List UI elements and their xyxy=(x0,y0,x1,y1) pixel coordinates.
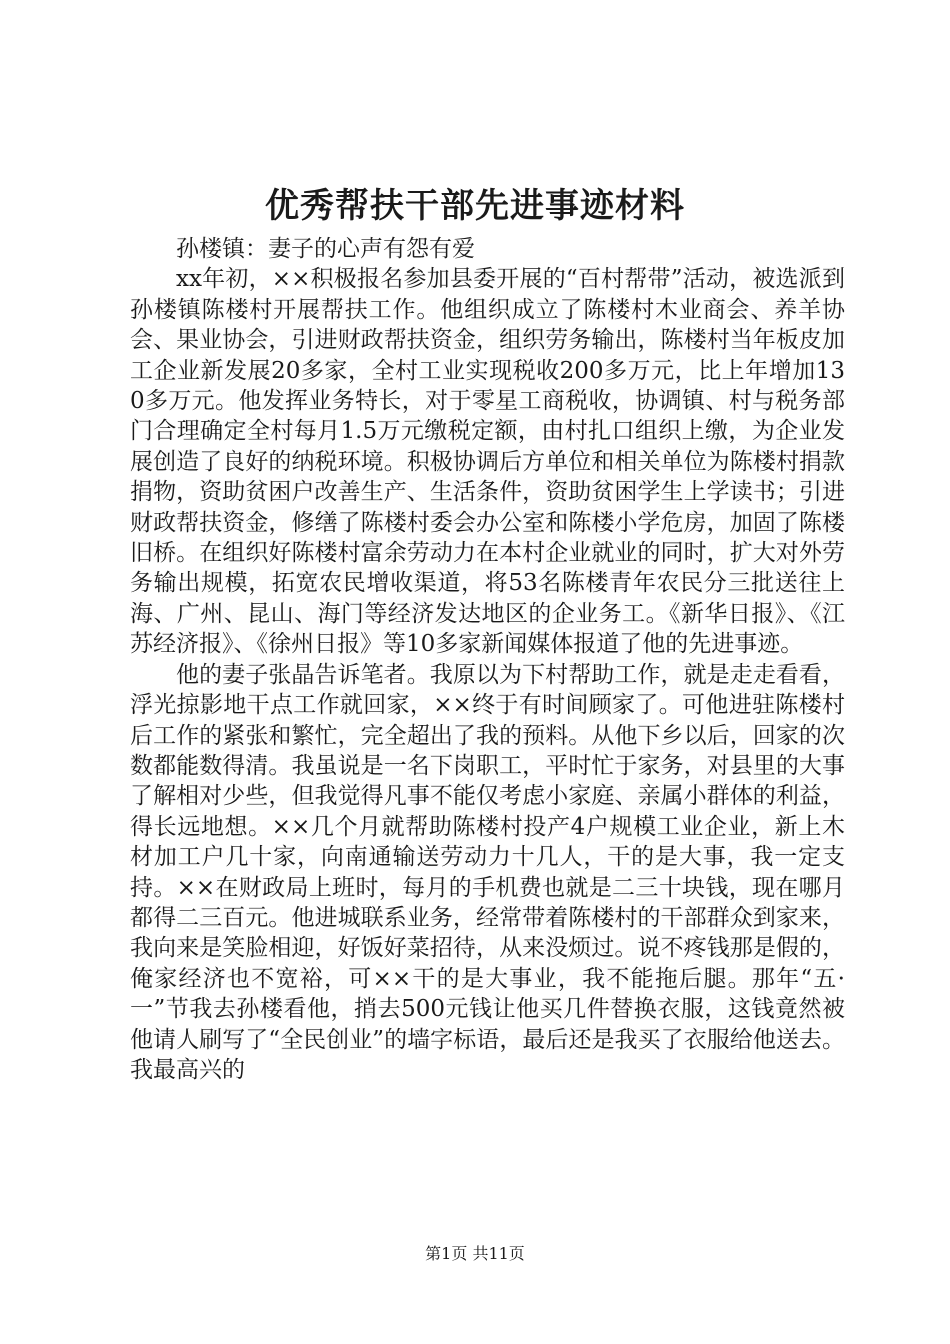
body-paragraph: xx年初，××积极报名参加县委开展的“百村帮带”活动，被选派到孙楼镇陈楼村开展帮扶工作。他组织成立了陈楼村木业商会、养羊协会、果业协会，引进财政帮扶资金，组织劳务输出，陈楼村当年板皮加工企业新发展20多家，全村工业实现税收200多万元，比上年增加130多万元。他发挥业务特长，对于零星工商税收，协调镇、村与税务部门合理确定全村每月1.5万元缴税定额，由村扎口组织上缴，为企业发展创造了良好的纳税环境。积极协调后方单位和相关单位为陈楼村捐款捐物，资助贫困户改善生产、生活条件，资助贫困学生上学读书；引进财政帮扶资金，修缮了陈楼村委会办公室和陈楼小学危房，加固了陈楼旧桥。在组织好陈楼村富余劳动力在本村企业就业的同时，扩大对外劳务输出规模，拓宽农民增收渠道，将53名陈楼青年农民分三批送往上海、广州、昆山、海门等经济发达地区的企业务工。《新华日报》、《江苏经济报》、《徐州日报》等10多家新闻媒体报道了他的先进事迹。 xyxy=(130,266,845,658)
page-number-footer: 第1页 共11页 xyxy=(425,1244,525,1263)
document-title: 优秀帮扶干部先进事迹材料 xyxy=(265,186,685,226)
document-body xyxy=(130,234,845,1085)
subtitle-paragraph: 孙楼镇：妻子的心声有怨有爱 xyxy=(176,236,475,262)
body-paragraph: 他的妻子张晶告诉笔者。我原以为下村帮助工作，就是走走看看，浮光掠影地干点工作就回家，××终于有时间顾家了。可他进驻陈楼村后工作的紧张和繁忙，完全超出了我的预料。从他下乡以后，回家的次数都能数得清。我虽说是一名下岗职工，平时忙于家务，对县里的大事了解相对少些，但我觉得凡事不能仅考虑小家庭、亲属小群体的利益，得长远地想。××几个月就帮助陈楼村投产4户规模工业企业，新上木材加工户几十家，向南通输送劳动力十几人，干的是大事，我一定支持。××在财政局上班时，每月的手机费也就是二三十块钱，现在哪月都得二三百元。他进城联系业务，经常带着陈楼村的干部群众到家来，我向来是笑脸相迎，好饭好菜招待，从来没烦过。说不疼钱那是假的，俺家经济也不宽裕，可××干的是大事业，我不能拖后腿。那年“五·一”节我去孙楼看他，捎去500元钱让他买几件替换衣服，这钱竟然被他请人刷写了“全民创业”的墙字标语，最后还是我买了衣服给他送去。我最高兴的 xyxy=(130,661,845,1083)
